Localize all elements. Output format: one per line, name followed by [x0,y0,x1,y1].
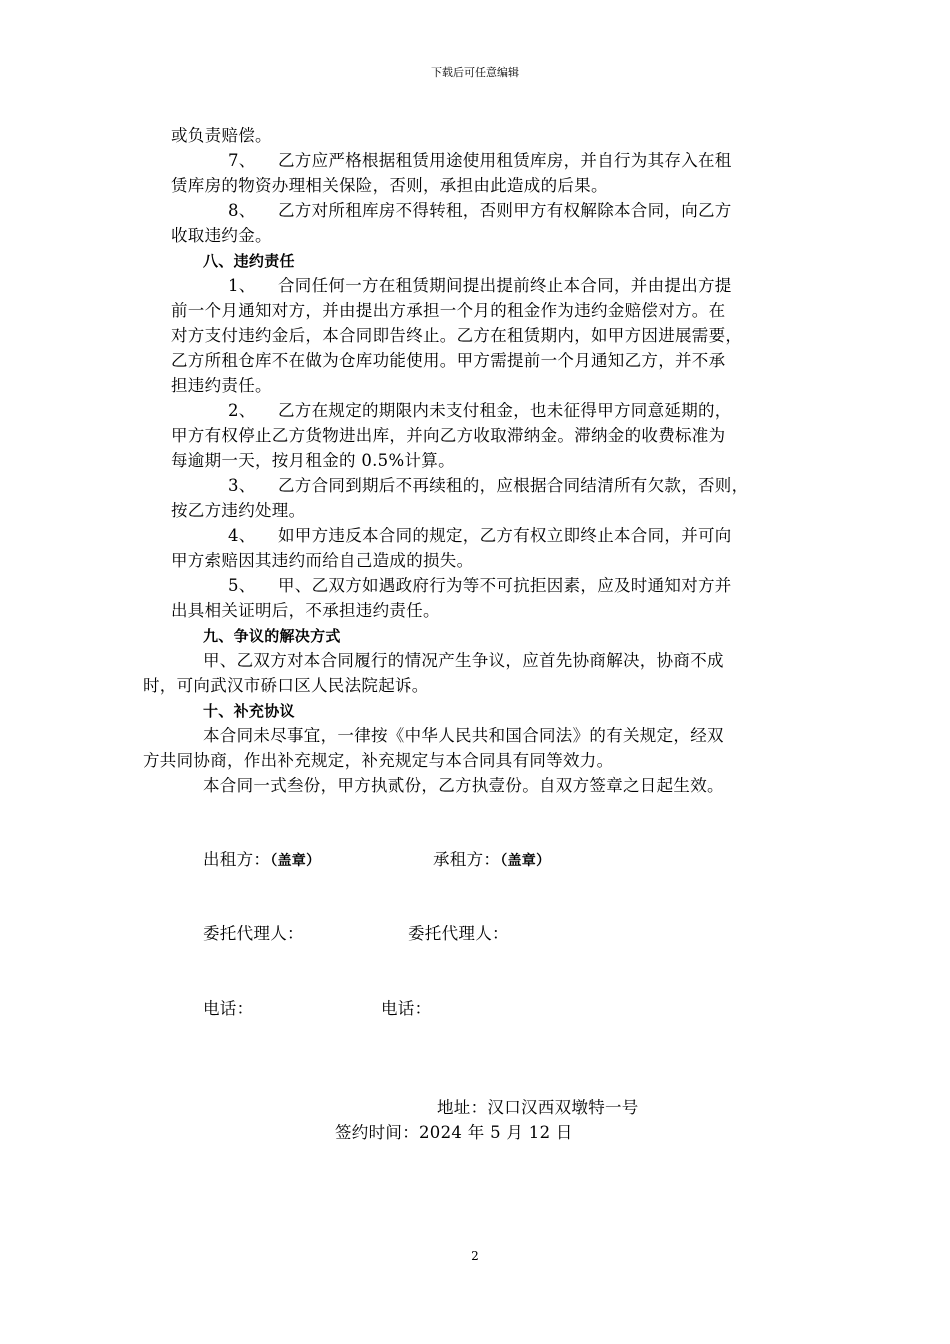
breach-clause-2 [228,399,732,423]
clause-text: 甲、乙双方如遇政府行为等不可抗拒因素，应及时通知对方并 [278,576,732,595]
clause-text: 合同任何一方在租赁期间提出提前终止本合同，并由提出方提 [278,276,732,295]
address: 地址：汉口汉西双墩特一号 [437,1098,639,1117]
text-line: 甲、乙双方对本合同履行的情况产生争议，应首先协商解决，协商不成 [203,651,724,670]
section-heading-supplement: 十、补充协议 [203,702,295,720]
phone-left-label: 电话： [203,999,254,1018]
text-line: 乙方所租仓库不在做为仓库功能使用。甲方需提前一个月通知乙方，并不承 [171,351,726,370]
lessor-seal: （盖章） [270,853,321,869]
breach-clause-3 [228,474,748,498]
clause-number: 5、 [228,576,256,595]
text-line: 甲方索赔因其违约而给自己造成的损失。 [171,551,474,570]
clause-text: 如甲方违反本合同的规定，乙方有权立即终止本合同，并可向 [278,526,732,545]
clause-number: 4、 [228,526,256,545]
text-line: 本合同一式叁份，甲方执贰份，乙方执壹份。自双方签章之日起生效。 [203,776,724,795]
breach-clause-5 [228,574,732,598]
clause-number: 8、 [228,201,256,220]
clause-number: 2、 [228,401,256,420]
text-line: 方共同协商，作出补充规定，补充规定与本合同具有同等效力。 [143,751,614,770]
lessee-label: 承租方： [433,850,501,869]
breach-clause-4 [228,524,732,548]
agent-right-label: 委托代理人： [408,924,509,943]
text-line: 对方支付违约金后，本合同即告终止。乙方在租赁期内，如甲方因进展需要， [171,326,743,345]
clause-8 [228,199,732,223]
text-line: 每逾期一天，按月租金的 0.5%计算。 [171,451,455,470]
text-line: 时，可向武汉市硚口区人民法院起诉。 [143,676,429,695]
text-line: 甲方有权停止乙方货物进出库，并向乙方收取滞纳金。滞纳金的收费标准为 [171,426,726,445]
clause-number: 3、 [228,476,256,495]
clause-number: 7、 [228,151,256,170]
phone-right-label: 电话： [381,999,432,1018]
clause-number: 1、 [228,276,256,295]
breach-clause-1 [228,274,732,298]
lessor-label: 出租方： [203,850,271,869]
text-line: 本合同未尽事宜，一律按《中华人民共和国合同法》的有关规定，经双 [203,726,724,745]
clause-7 [228,149,732,173]
clause-text: 乙方对所租库房不得转租，否则甲方有权解除本合同，向乙方 [278,201,732,220]
section-heading-breach: 八、违约责任 [203,252,295,270]
text-line: 赁库房的物资办理相关保险，否则，承担由此造成的后果。 [171,176,608,195]
page-number: 2 [471,1249,479,1263]
lessor-field [203,848,320,873]
text-line: 收取违约金。 [171,226,272,245]
lessee-seal: （盖章） [500,853,551,869]
clause-text: 乙方应严格根据租赁用途使用租赁库房，并自行为其存入在租 [278,151,732,170]
lessee-field [433,848,550,873]
text-line: 担违约责任。 [171,376,272,395]
section-heading-dispute: 九、争议的解决方式 [203,627,341,645]
header-note: 下载后可任意编辑 [431,66,519,79]
clause-text: 乙方在规定的期限内未支付租金，也未征得甲方同意延期的， [278,401,732,420]
text-line: 前一个月通知对方，并由提出方承担一个月的租金作为违约金赔偿对方。在 [171,301,726,320]
sign-date: 签约时间：2024 年 5 月 12 日 [335,1123,573,1142]
text-line: 按乙方违约处理。 [171,501,306,520]
text-line: 或负责赔偿。 [171,126,272,145]
text-line: 出具相关证明后，不承担违约责任。 [171,601,440,620]
clause-text: 乙方合同到期后不再续租的，应根据合同结清所有欠款，否则， [278,476,749,495]
agent-left-label: 委托代理人： [203,924,304,943]
